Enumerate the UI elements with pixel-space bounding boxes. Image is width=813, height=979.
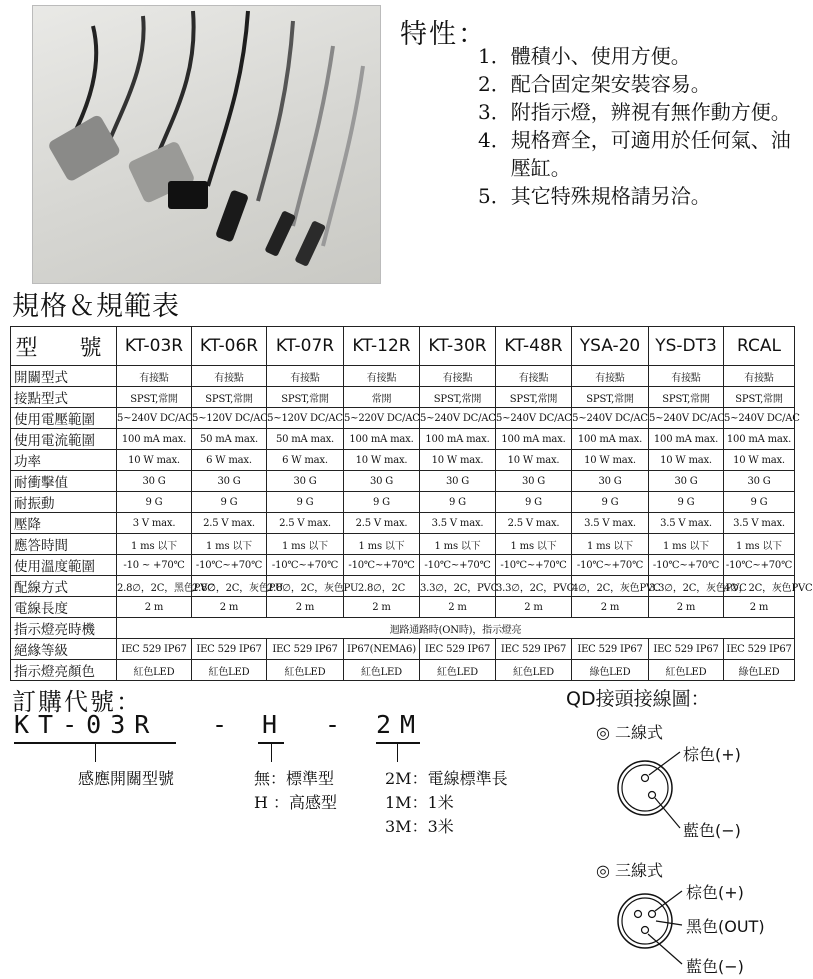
spec-cell: -10℃~+70℃: [344, 555, 420, 576]
spec-cell: 有接點: [496, 366, 572, 387]
feature-number: 5．: [478, 184, 511, 208]
feature-number: 1．: [478, 44, 511, 68]
spec-cell: 有接點: [572, 366, 649, 387]
spec-cell: 1 ms 以下: [267, 534, 344, 555]
spec-cell: IEC 529 IP67: [649, 639, 724, 660]
spec-cell: 2 m: [496, 597, 572, 618]
spec-row-label: 配線方式: [11, 576, 117, 597]
spec-cell: SPST,常開: [649, 387, 724, 408]
spec-cell: 3.3∅，2C，PVC: [420, 576, 496, 597]
spec-cell: 5~120V DC/AC: [192, 408, 267, 429]
model-header: KT-30R: [420, 327, 496, 366]
spec-cell: 2 m: [192, 597, 267, 618]
type-option: H ：高感型: [254, 793, 338, 812]
spec-row: [11, 429, 795, 450]
pin: [642, 927, 649, 934]
feature-text: 附指示燈，辨視有無作動方便。: [510, 100, 791, 124]
pin: [635, 911, 642, 918]
spec-table: [10, 326, 813, 681]
model-header: KT-06R: [192, 327, 267, 366]
spec-row: [11, 492, 795, 513]
spec-cell: 2 m: [267, 597, 344, 618]
feature-item: [478, 42, 794, 70]
code-type: H: [262, 710, 287, 739]
spec-cell: 30 G: [117, 471, 192, 492]
feature-text: 規格齊全，可適用於任何氣、油壓缸。: [510, 128, 791, 180]
spec-cell: 100 mA max.: [344, 429, 420, 450]
model-description: 感應開關型號: [78, 769, 175, 788]
spec-cell: 5~120V DC/AC: [267, 408, 344, 429]
spec-cell: 10 W max.: [344, 450, 420, 471]
spec-cell: 1 ms 以下: [724, 534, 795, 555]
spec-cell: -10℃~+70℃: [420, 555, 496, 576]
spec-cell: -10℃~+70℃: [649, 555, 724, 576]
spec-cell: SPST,常開: [420, 387, 496, 408]
code-length-underline: [376, 742, 420, 744]
spec-cell: 有接點: [420, 366, 496, 387]
spec-row: [11, 471, 795, 492]
feature-text: 體積小、使用方便。: [510, 44, 691, 68]
spec-row-label: 使用電壓範圍: [11, 408, 117, 429]
code-model: KT-03R: [14, 710, 159, 739]
spec-row: [11, 450, 795, 471]
spec-cell: 3.5 V max.: [649, 513, 724, 534]
spec-cell: 常開: [344, 387, 420, 408]
spec-cell: 有接點: [192, 366, 267, 387]
spec-cell: 30 G: [267, 471, 344, 492]
spec-row-label: 耐衝擊值: [11, 471, 117, 492]
code-length-pointer: [397, 744, 398, 762]
spec-cell: 紅色LED: [649, 660, 724, 681]
spec-cell: 2.5 V max.: [267, 513, 344, 534]
spec-cell: 100 mA max.: [117, 429, 192, 450]
connector-inner-circle: [622, 765, 668, 811]
spec-cell: 10 W max.: [572, 450, 649, 471]
spec-cell: 9 G: [724, 492, 795, 513]
spec-cell: 5~240V DC/AC: [420, 408, 496, 429]
spec-cell: 2.8∅，2C，灰色PU: [192, 576, 267, 597]
spec-row-label: 耐振動: [11, 492, 117, 513]
spec-row-label: 應答時間: [11, 534, 117, 555]
spec-cell: 紅色LED: [267, 660, 344, 681]
spec-cell: 3.3∅，2C，灰色PVC: [649, 576, 724, 597]
spec-cell: 9 G: [496, 492, 572, 513]
spec-title: 規格＆規範表: [12, 291, 180, 322]
spec-cell: 3.5 V max.: [572, 513, 649, 534]
spec-cell: 9 G: [572, 492, 649, 513]
spec-cell: 9 G: [344, 492, 420, 513]
spec-row: [11, 660, 795, 681]
spec-cell: SPST,常開: [496, 387, 572, 408]
spec-cell: SPST,常開: [267, 387, 344, 408]
features-title: 特性：: [400, 19, 487, 50]
wire-label-blue: 藍色(−): [686, 957, 744, 976]
spec-cell: 紅色LED: [420, 660, 496, 681]
feature-number: 4．: [478, 128, 511, 152]
order-title: 訂購代號：: [12, 688, 142, 716]
spec-cell: 1 ms 以下: [192, 534, 267, 555]
spec-cell: 6 W max.: [192, 450, 267, 471]
spec-cell: 5~240V DC/AC: [572, 408, 649, 429]
spec-row: [11, 597, 795, 618]
spec-cell: 4∅，2C，灰色PVC: [572, 576, 649, 597]
code-model-pointer: [95, 744, 96, 762]
code-separator: -: [325, 710, 350, 739]
spec-cell: 9 G: [420, 492, 496, 513]
spec-cell: 10 W max.: [420, 450, 496, 471]
spec-row: [11, 576, 795, 597]
feature-number: 3．: [478, 100, 511, 124]
spec-row-label: 使用溫度範圍: [11, 555, 117, 576]
spec-cell: 9 G: [117, 492, 192, 513]
spec-cell: 2 m: [420, 597, 496, 618]
spec-cell: 9 G: [192, 492, 267, 513]
spec-cell: 10 W max.: [496, 450, 572, 471]
spec-cell: 2 m: [344, 597, 420, 618]
spec-cell: 2.8∅，2C: [344, 576, 420, 597]
feature-number: 2．: [478, 72, 511, 96]
spec-cell: 紅色LED: [344, 660, 420, 681]
spec-cell: 有接點: [724, 366, 795, 387]
spec-cell: 5~240V DC/AC: [649, 408, 724, 429]
spec-cell: -10℃~+70℃: [572, 555, 649, 576]
sensor-photo-illustration: [33, 6, 382, 285]
spec-cell: 4∅，2C，灰色PVC: [724, 576, 795, 597]
model-header: YSA-20: [572, 327, 649, 366]
spec-cell: 1 ms 以下: [649, 534, 724, 555]
spec-cell: 有接點: [344, 366, 420, 387]
pin: [649, 911, 656, 918]
spec-cell: IP67(NEMA6): [344, 639, 420, 660]
spec-cell: IEC 529 IP67: [117, 639, 192, 660]
spec-cell: 30 G: [192, 471, 267, 492]
product-photo: [32, 5, 381, 284]
spec-cell: 30 G: [344, 471, 420, 492]
spec-cell: SPST,常開: [724, 387, 795, 408]
spec-row: [11, 639, 795, 660]
spec-cell: 100 mA max.: [649, 429, 724, 450]
code-separator: -: [212, 710, 237, 739]
spec-cell: 5~240V DC/AC: [496, 408, 572, 429]
spec-cell: 3.5 V max.: [420, 513, 496, 534]
model-header: KT-12R: [344, 327, 420, 366]
model-header: RCAL: [724, 327, 795, 366]
length-option: 3M：3米: [385, 817, 454, 836]
spec-cell: 1 ms 以下: [572, 534, 649, 555]
spec-row-label: 指示燈亮顏色: [11, 660, 117, 681]
spec-row-label: 功率: [11, 450, 117, 471]
spec-cell: SPST,常開: [572, 387, 649, 408]
spec-cell: 30 G: [649, 471, 724, 492]
spec-cell: 1 ms 以下: [496, 534, 572, 555]
connector-outer-circle: [618, 894, 672, 948]
spec-cell: 50 mA max.: [267, 429, 344, 450]
spec-cell: IEC 529 IP67: [724, 639, 795, 660]
wire-label-black: 黑色(OUT): [686, 917, 765, 936]
spec-cell: 2 m: [724, 597, 795, 618]
spec-cell: 紅色LED: [192, 660, 267, 681]
length-option: 2M：電線標準長: [385, 769, 508, 788]
spec-cell: 2.8∅，2C，灰色PU: [267, 576, 344, 597]
spec-cell: -10 ~ +70℃: [117, 555, 192, 576]
spec-row-label: 接點型式: [11, 387, 117, 408]
spec-cell: 10 W max.: [649, 450, 724, 471]
spec-cell: IEC 529 IP67: [572, 639, 649, 660]
feature-text: 配合固定架安裝容易。: [510, 72, 711, 96]
wire-label-blue: 藍色(−): [683, 821, 741, 840]
code-type-pointer: [271, 744, 272, 762]
connector-inner-circle: [622, 898, 668, 944]
spec-cell: 有接點: [117, 366, 192, 387]
spec-cell: 2 m: [572, 597, 649, 618]
three-wire-title: ◎ 三線式: [596, 861, 664, 880]
spec-cell: 5~240V DC/AC: [724, 408, 795, 429]
wire-label-brown: 棕色(+): [683, 745, 741, 764]
spec-row: [11, 408, 795, 429]
code-length: 2M: [376, 710, 425, 739]
feature-text: 其它特殊規格請另洽。: [510, 184, 711, 208]
spec-row-label: 壓降: [11, 513, 117, 534]
spec-row: [11, 618, 795, 639]
spec-cell: 100 mA max.: [572, 429, 649, 450]
spec-row-label: 電線長度: [11, 597, 117, 618]
spec-cell: -10℃~+70℃: [267, 555, 344, 576]
spec-cell: 3 V max.: [117, 513, 192, 534]
wire-lead: [656, 921, 682, 925]
feature-item: [478, 182, 794, 210]
spec-row: [11, 513, 795, 534]
spec-cell: 1 ms 以下: [117, 534, 192, 555]
spec-row-label: 絕緣等級: [11, 639, 117, 660]
spec-cell: -10℃~+70℃: [496, 555, 572, 576]
spec-row-label: 開關型式: [11, 366, 117, 387]
pin: [649, 792, 656, 799]
spec-cell: 2 m: [117, 597, 192, 618]
spec-cell: 30 G: [496, 471, 572, 492]
spec-cell: 30 G: [724, 471, 795, 492]
two-wire-title: ◎ 二線式: [596, 723, 664, 742]
spec-cell: 1 ms 以下: [344, 534, 420, 555]
spec-cell: 紅色LED: [496, 660, 572, 681]
spec-cell: IEC 529 IP67: [420, 639, 496, 660]
feature-item: [478, 70, 794, 98]
spec-cell: 2.5 V max.: [192, 513, 267, 534]
spec-cell: IEC 529 IP67: [267, 639, 344, 660]
spec-cell: 有接點: [267, 366, 344, 387]
spec-cell: -10℃~+70℃: [192, 555, 267, 576]
spec-cell: 6 W max.: [267, 450, 344, 471]
model-header: KT-07R: [267, 327, 344, 366]
spec-cell: 紅色LED: [117, 660, 192, 681]
spec-cell: 5~240V DC/AC: [117, 408, 192, 429]
spec-header-row: [11, 327, 795, 366]
model-header: YS-DT3: [649, 327, 724, 366]
spec-cell: 100 mA max.: [496, 429, 572, 450]
type-description: [254, 767, 337, 815]
spec-cell: 9 G: [649, 492, 724, 513]
qd-title: QD接頭接線圖：: [566, 688, 710, 710]
spec-cell: 9 G: [267, 492, 344, 513]
spec-row: [11, 387, 795, 408]
length-option: 1M：1米: [385, 793, 454, 812]
spec-cell: 100 mA max.: [724, 429, 795, 450]
wire-lead: [649, 752, 680, 775]
spec-cell: SPST,常開: [192, 387, 267, 408]
spec-body: [11, 366, 813, 681]
connector-outer-circle: [618, 761, 672, 815]
feature-item: [478, 126, 794, 182]
spec-cell: 30 G: [572, 471, 649, 492]
spec-row: [11, 534, 795, 555]
spec-cell: -10℃~+70℃: [724, 555, 795, 576]
spec-cell: 3.3∅，2C，PVC: [496, 576, 572, 597]
spec-cell: 2.5 V max.: [344, 513, 420, 534]
feature-item: [478, 98, 794, 126]
model-header-label: 型 號: [11, 327, 117, 366]
spec-row: [11, 555, 795, 576]
wire-label-brown: 棕色(+): [686, 883, 744, 902]
spec-cell: 綠色LED: [572, 660, 649, 681]
spec-cell: 2.8∅，2C，黑色PVC: [117, 576, 192, 597]
spec-cell: IEC 529 IP67: [192, 639, 267, 660]
spec-cell: 30 G: [420, 471, 496, 492]
spec-cell: 綠色LED: [724, 660, 795, 681]
spec-row: [11, 366, 795, 387]
pin: [642, 775, 649, 782]
spec-cell: 2 m: [649, 597, 724, 618]
spec-cell: 100 mA max.: [420, 429, 496, 450]
spec-cell: 50 mA max.: [192, 429, 267, 450]
spec-cell: SPST,常開: [117, 387, 192, 408]
spec-row-label: 指示燈亮時機: [11, 618, 117, 639]
spec-cell: 2.5 V max.: [496, 513, 572, 534]
type-option: 無：標準型: [254, 769, 335, 788]
spec-cell-merged: 迴路通路時(ON時)，指示燈亮: [117, 618, 795, 639]
spec-cell: 10 W max.: [117, 450, 192, 471]
model-header: KT-03R: [117, 327, 192, 366]
spec-cell: 10 W max.: [724, 450, 795, 471]
spec-row-label: 使用電流範圍: [11, 429, 117, 450]
spec-cell: IEC 529 IP67: [496, 639, 572, 660]
spec-cell: 5~220V DC/AC: [344, 408, 420, 429]
length-description: [385, 767, 508, 839]
spec-cell: 1 ms 以下: [420, 534, 496, 555]
spec-cell: 3.5 V max.: [724, 513, 795, 534]
features-list: [478, 42, 794, 210]
model-header: KT-48R: [496, 327, 572, 366]
spec-cell: 有接點: [649, 366, 724, 387]
